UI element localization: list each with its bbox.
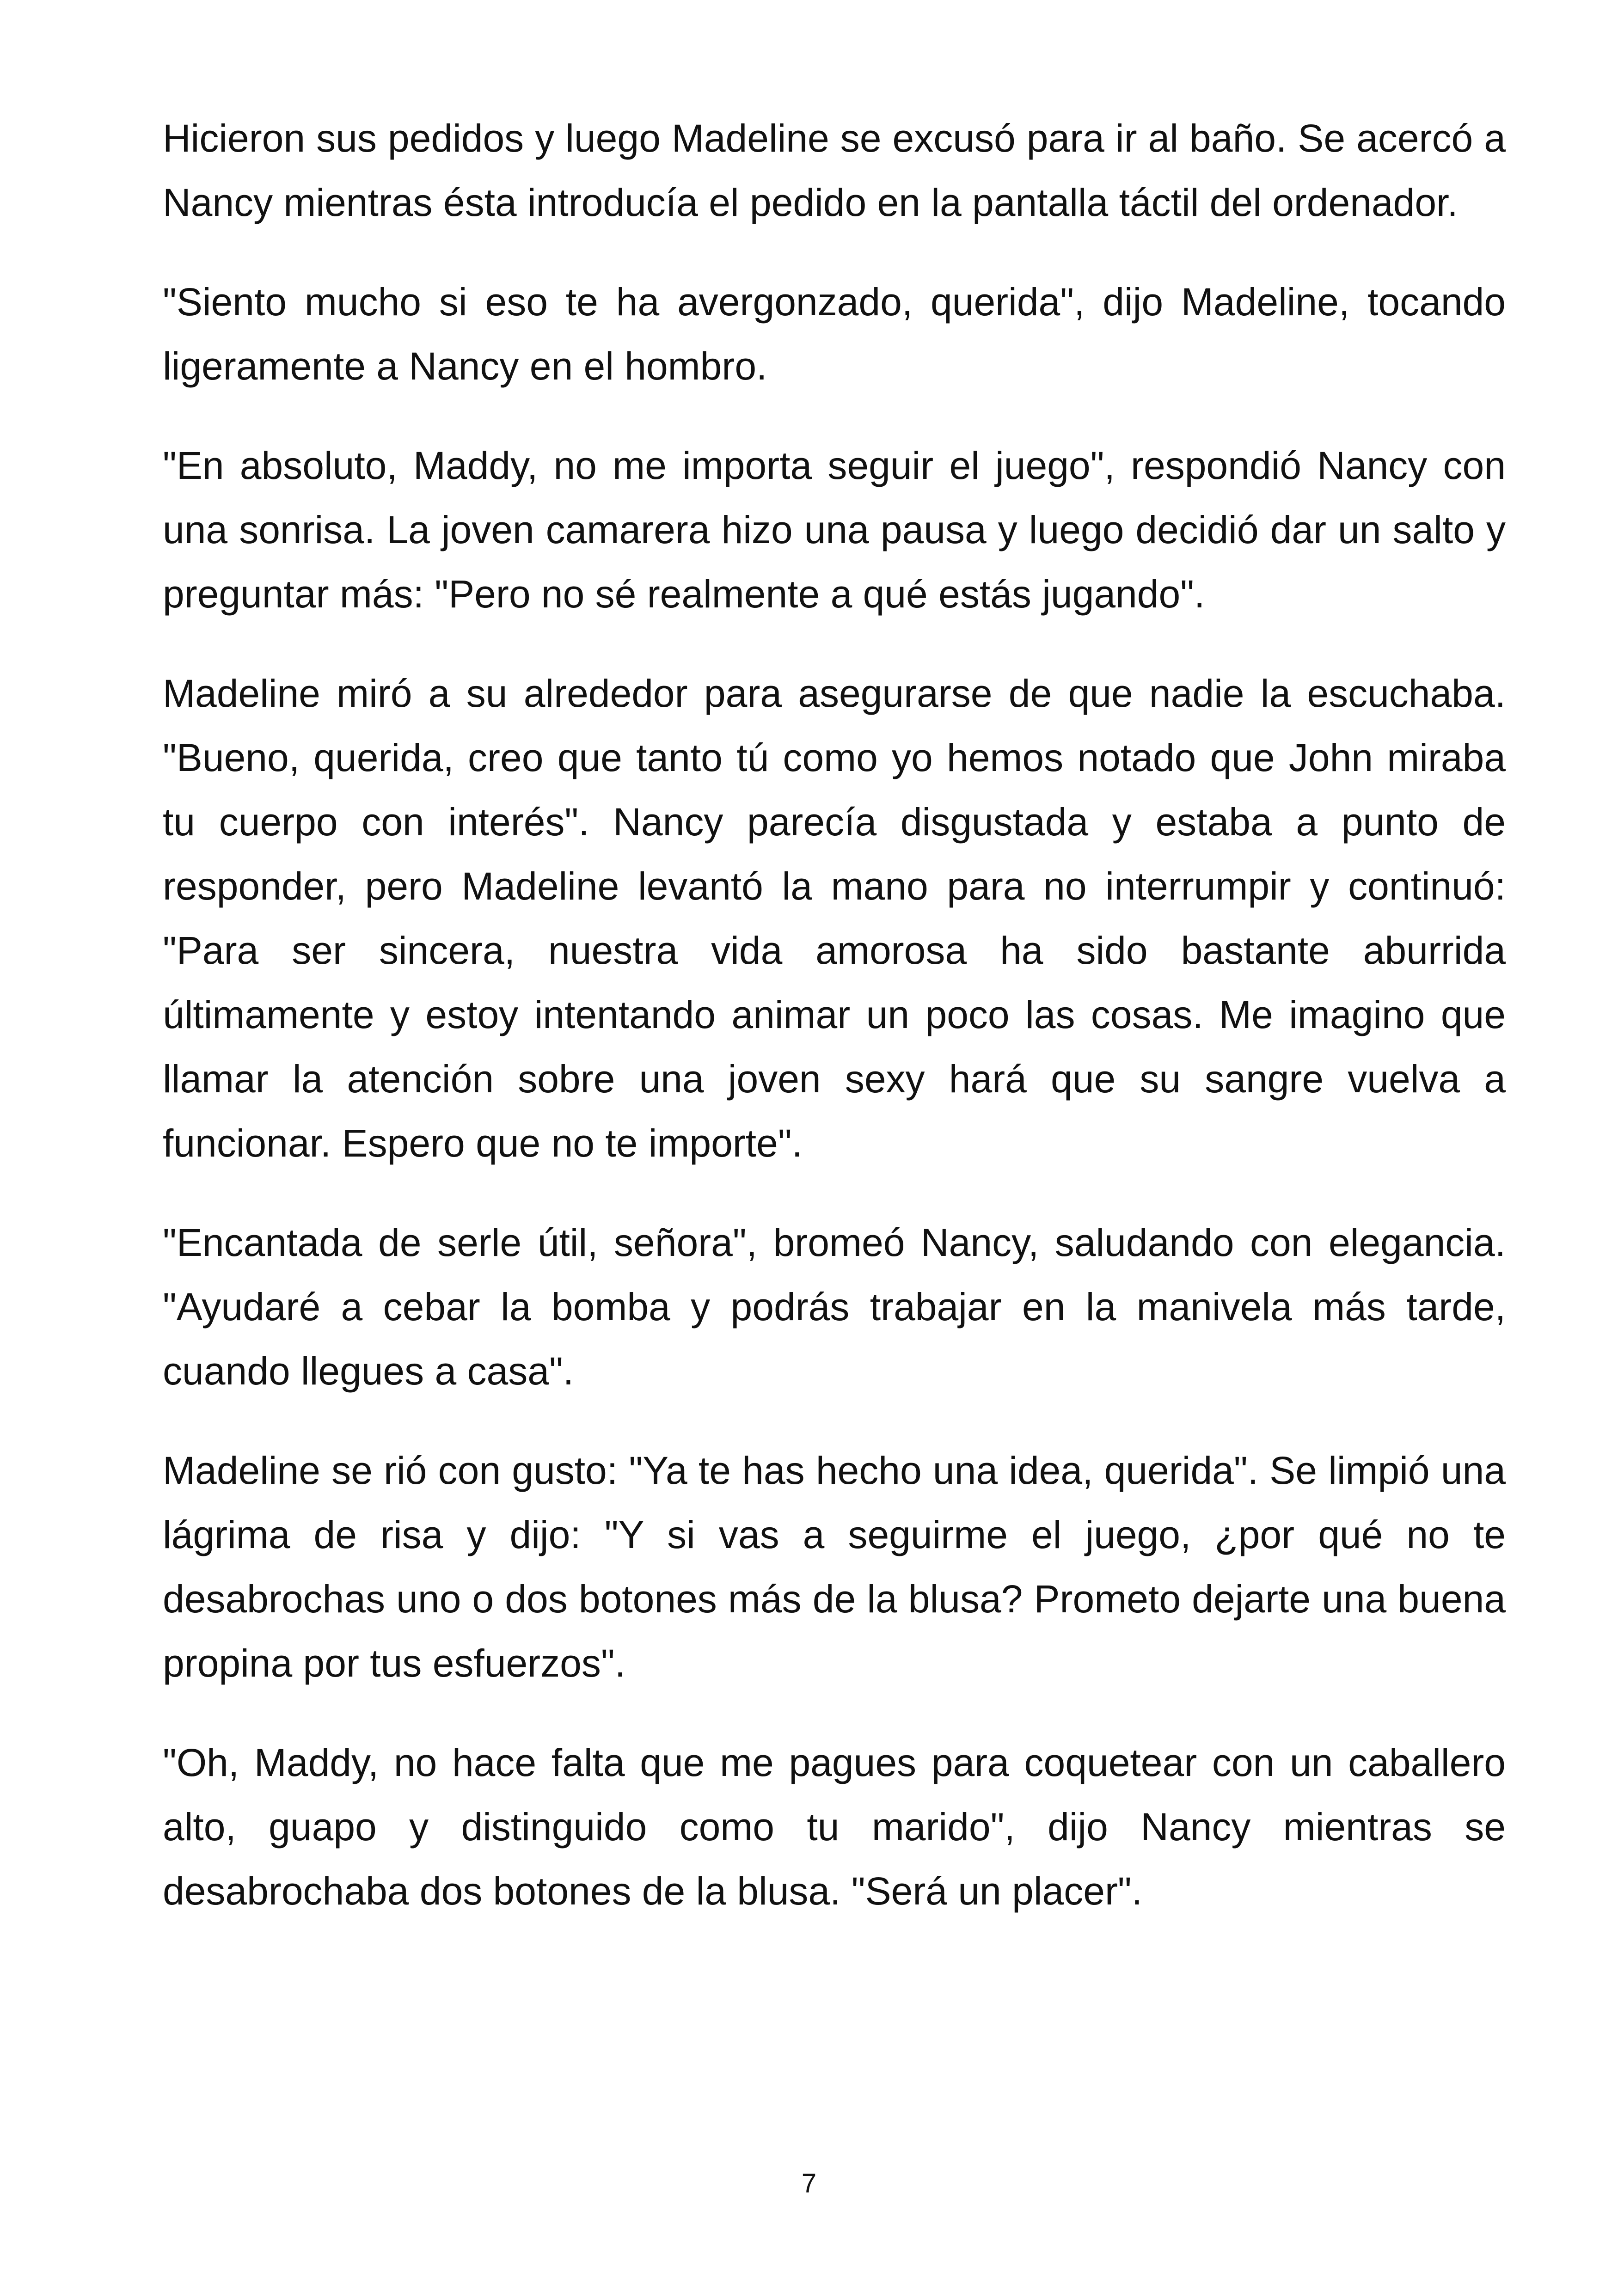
paragraph-2: "Siento mucho si eso te ha avergonzado, querida", dijo Madeline, tocando ligeramente a Nancy en el hombro. <box>163 280 1506 388</box>
body-text <box>163 106 1506 1959</box>
paragraph-1: Hicieron sus pedidos y luego Madeline se excusó para ir al baño. Se acercó a Nancy mientras ésta introducía el pedido en la pantalla táctil del ordenador. <box>163 116 1506 224</box>
paragraph-3: "En absoluto, Maddy, no me importa seguir el juego", respondió Nancy con una sonrisa. La joven camarera hizo una pausa y luego decidió dar un salto y preguntar más: "Pero no sé realmente a qué estás jugando". <box>163 444 1506 616</box>
paragraph-7: "Oh, Maddy, no hace falta que me pagues para coquetear con un caballero alto, guapo y distinguido como tu marido", dijo Nancy mientras se desabrochaba dos botones de la blusa. "Será un placer". <box>163 1741 1506 1913</box>
paragraph-5: "Encantada de serle útil, señora", bromeó Nancy, saludando con elegancia. "Ayudaré a cebar la bomba y podrás trabajar en la manivela más tarde, cuando llegues a casa". <box>163 1221 1506 1393</box>
page-number: 7 <box>801 2168 817 2198</box>
paragraph-4: Madeline miró a su alrededor para asegurarse de que nadie la escuchaba. "Bueno, querida, creo que tanto tú como yo hemos notado que John miraba tu cuerpo con interés". Nancy parecía disgustada y estaba a punto de responder, pero Madeline levantó la mano para no interrumpir y continuó: "Para ser sincera, nuestra vida amorosa ha sido bastante aburrida últimamente y estoy intentando animar un poco las cosas. Me imagino que llamar la atención sobre una joven sexy hará que su sangre vuelva a funcionar. Espero que no te importe". <box>163 672 1506 1165</box>
paragraph-6: Madeline se rió con gusto: "Ya te has hecho una idea, querida". Se limpió una lágrima de risa y dijo: "Y si vas a seguirme el juego, ¿por qué no te desabrochas uno o dos botones más de la blusa? Prometo dejarte una buena propina por tus esfuerzos". <box>163 1449 1506 1685</box>
